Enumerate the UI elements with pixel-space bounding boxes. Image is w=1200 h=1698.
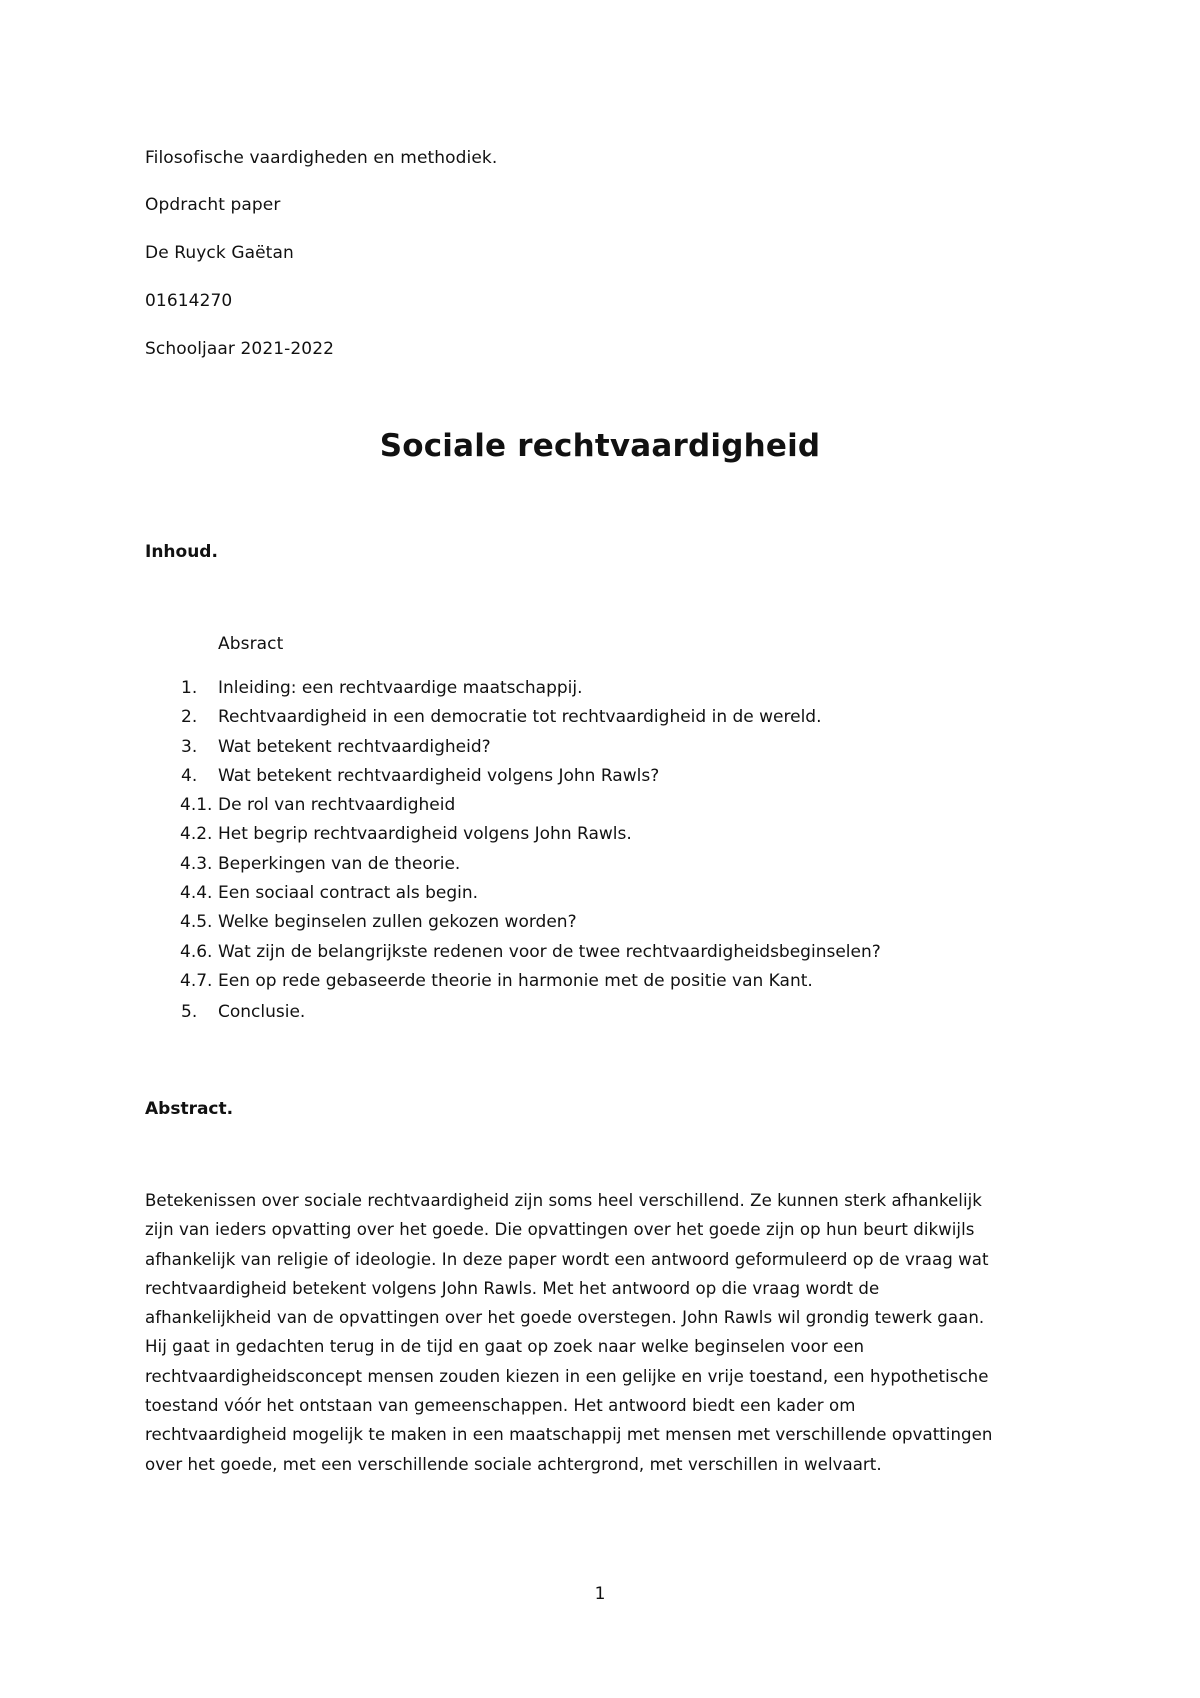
toc-item	[145, 678, 1045, 707]
table-of-contents	[145, 678, 1045, 1031]
toc-item-text: Wat betekent rechtvaardigheid?	[218, 736, 491, 757]
author-name: De Ruyck Gaëtan	[145, 243, 294, 263]
abstract-line: over het goede, met een verschillende sociale achtergrond, met verschillen in welvaart.	[145, 1454, 882, 1474]
toc-item-number: 5.	[181, 1001, 198, 1022]
toc-subitem	[145, 971, 1045, 1002]
abstract-line: afhankelijk van religie of ideologie. In deze paper wordt een antwoord geformuleerd op de vraag wat	[145, 1249, 989, 1269]
contents-heading: Inhoud.	[145, 542, 218, 562]
toc-subitem	[145, 824, 1045, 853]
toc-item	[145, 1002, 1045, 1031]
course-name: Filosofische vaardigheden en methodiek.	[145, 148, 498, 168]
toc-item-number: 4.5.	[180, 912, 213, 933]
abstract-line: Betekenissen over sociale rechtvaardigheid zijn soms heel verschillend. Ze kunnen sterk afhankelijk	[145, 1191, 982, 1210]
toc-item-text: Wat zijn de belangrijkste redenen voor de twee rechtvaardigheidsbeginselen?	[218, 941, 881, 962]
toc-item-number: 4.1.	[180, 795, 213, 816]
toc-item-number: 2.	[181, 707, 198, 728]
abstract-line: rechtvaardigheidsconcept mensen zouden kiezen in een gelijke en vrije toestand, een hypothetische	[145, 1366, 989, 1386]
assignment-label: Opdracht paper	[145, 195, 281, 215]
abstract-line: afhankelijkheid van de opvattingen over het goede overstegen. John Rawls wil grondig tewerk gaan.	[145, 1308, 985, 1328]
toc-item-text: Rechtvaardigheid in een democratie tot rechtvaardigheid in de wereld.	[218, 707, 822, 728]
toc-item-number: 4.4.	[180, 883, 213, 904]
toc-item-text: Conclusie.	[218, 1001, 306, 1022]
abstract-line: zijn van ieders opvatting over het goede. Die opvattingen over het goede zijn op hun beurt dikwijls	[145, 1220, 975, 1240]
toc-item-number: 4.7.	[180, 970, 213, 991]
toc-item-number: 3.	[181, 736, 198, 757]
toc-subitem	[145, 795, 1045, 824]
toc-item-text: Een op rede gebaseerde theorie in harmonie met de positie van Kant.	[218, 970, 813, 991]
toc-item	[145, 766, 1045, 795]
toc-item-number: 4.6.	[180, 941, 213, 962]
toc-item-number: 4.3.	[180, 853, 213, 874]
toc-item-number: 4.2.	[180, 824, 213, 845]
page-number: 1	[594, 1584, 606, 1604]
toc-item-text: Beperkingen van de theorie.	[218, 853, 461, 874]
page-title: Sociale rechtvaardigheid	[379, 428, 821, 464]
toc-item-text: Inleiding: een rechtvaardige maatschappij.	[218, 678, 583, 698]
toc-item-text: Welke beginselen zullen gekozen worden?	[218, 912, 577, 933]
toc-item-text: Een sociaal contract als begin.	[218, 883, 479, 904]
toc-item-text: De rol van rechtvaardigheid	[218, 795, 456, 816]
toc-subitem	[145, 942, 1045, 971]
abstract-heading: Abstract.	[145, 1099, 234, 1119]
toc-item-text: Wat betekent rechtvaardigheid volgens John Rawls?	[218, 765, 660, 786]
abstract-line: rechtvaardigheid mogelijk te maken in een maatschappij met mensen met verschillende opvattingen	[145, 1425, 993, 1445]
student-number: 01614270	[145, 291, 233, 311]
toc-item-number: 4.	[181, 765, 198, 786]
abstract-line: Hij gaat in gedachten terug in de tijd en gaat op zoek naar welke beginselen voor een	[145, 1337, 865, 1357]
toc-item	[145, 737, 1045, 766]
toc-item-text: Het begrip rechtvaardigheid volgens John Rawls.	[218, 824, 632, 845]
toc-abstract-item: Absract	[218, 634, 284, 654]
toc-subitem	[145, 854, 1045, 883]
toc-item-number: 1.	[181, 678, 198, 698]
school-year: Schooljaar 2021-2022	[145, 339, 335, 359]
toc-subitem	[145, 912, 1045, 941]
toc-item	[145, 707, 1045, 736]
abstract-line: toestand vóór het ontstaan van gemeenschappen. Het antwoord biedt een kader om	[145, 1396, 856, 1416]
abstract-paragraph	[145, 1186, 1060, 1479]
abstract-line: rechtvaardigheid betekent volgens John Rawls. Met het antwoord op die vraag wordt de	[145, 1278, 880, 1298]
toc-subitem	[145, 883, 1045, 912]
